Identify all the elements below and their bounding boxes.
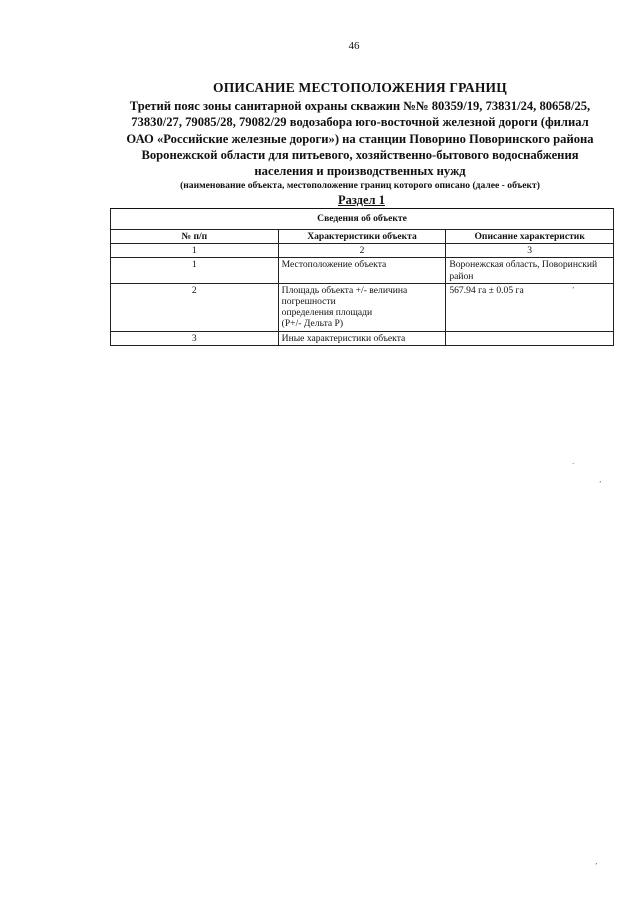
column-number: 2 <box>278 244 446 258</box>
characteristic-line: определения площади <box>281 307 373 319</box>
heading-caption: (наименование объекта, местоположение границ которого описано (далее - объект) <box>180 180 540 192</box>
document-subtitle <box>100 98 620 179</box>
row-characteristic <box>278 283 446 331</box>
row-description: 567.94 га ± 0.05 га <box>446 283 614 331</box>
column-number: 3 <box>446 244 614 258</box>
table-header-row <box>111 230 614 244</box>
row-num: 1 <box>111 258 279 283</box>
column-number-row <box>111 244 614 258</box>
table-caption: Сведения об объекте <box>111 209 614 230</box>
row-description <box>446 331 614 345</box>
table-caption-row <box>111 209 614 230</box>
subtitle-line: 73830/27, 79085/28, 79082/29 водозабора юго-восточной железной дороги (филиал <box>131 115 589 130</box>
table-row <box>111 283 614 331</box>
table-row <box>111 331 614 345</box>
section-label: Раздел 1 <box>338 193 385 207</box>
document-title: ОПИСАНИЕ МЕСТОПОЛОЖЕНИЯ ГРАНИЦ <box>213 80 507 95</box>
scan-speck: ’ <box>572 286 575 294</box>
column-number: 1 <box>111 244 279 258</box>
row-description: Воронежская область, Поворинский район <box>446 258 614 283</box>
row-num: 2 <box>111 283 279 331</box>
row-num: 3 <box>111 331 279 345</box>
header-characteristic: Характеристики объекта <box>278 230 446 244</box>
header-num: № п/п <box>111 230 279 244</box>
scan-speck: ’ <box>599 480 602 488</box>
subtitle-line: Воронежской области для питьевого, хозяйственно-бытового водоснабжения <box>141 147 579 162</box>
row-characteristic: Местоположение объекта <box>278 258 446 283</box>
object-info-table <box>110 208 614 346</box>
page-number: 46 <box>348 40 360 52</box>
document-heading <box>100 80 620 191</box>
subtitle-line: ОАО «Российские железные дороги») на станции Поворино Поворинского района <box>126 131 594 146</box>
table-row <box>111 258 614 283</box>
subtitle-line: Третий пояс зоны санитарной охраны скважин №№ 80359/19, 73831/24, 80658/25, <box>129 99 591 113</box>
row-characteristic: Иные характеристики объекта <box>278 331 446 345</box>
scan-speck: ’ <box>595 862 598 870</box>
subtitle-line: населения и производственных нужд <box>254 164 466 179</box>
characteristic-line: (Р+/- Дельта Р) <box>281 318 344 330</box>
characteristic-line: Площадь объекта +/- величина погрешности <box>281 284 408 308</box>
header-description: Описание характеристик <box>446 230 614 244</box>
scan-speck: · <box>572 460 575 468</box>
